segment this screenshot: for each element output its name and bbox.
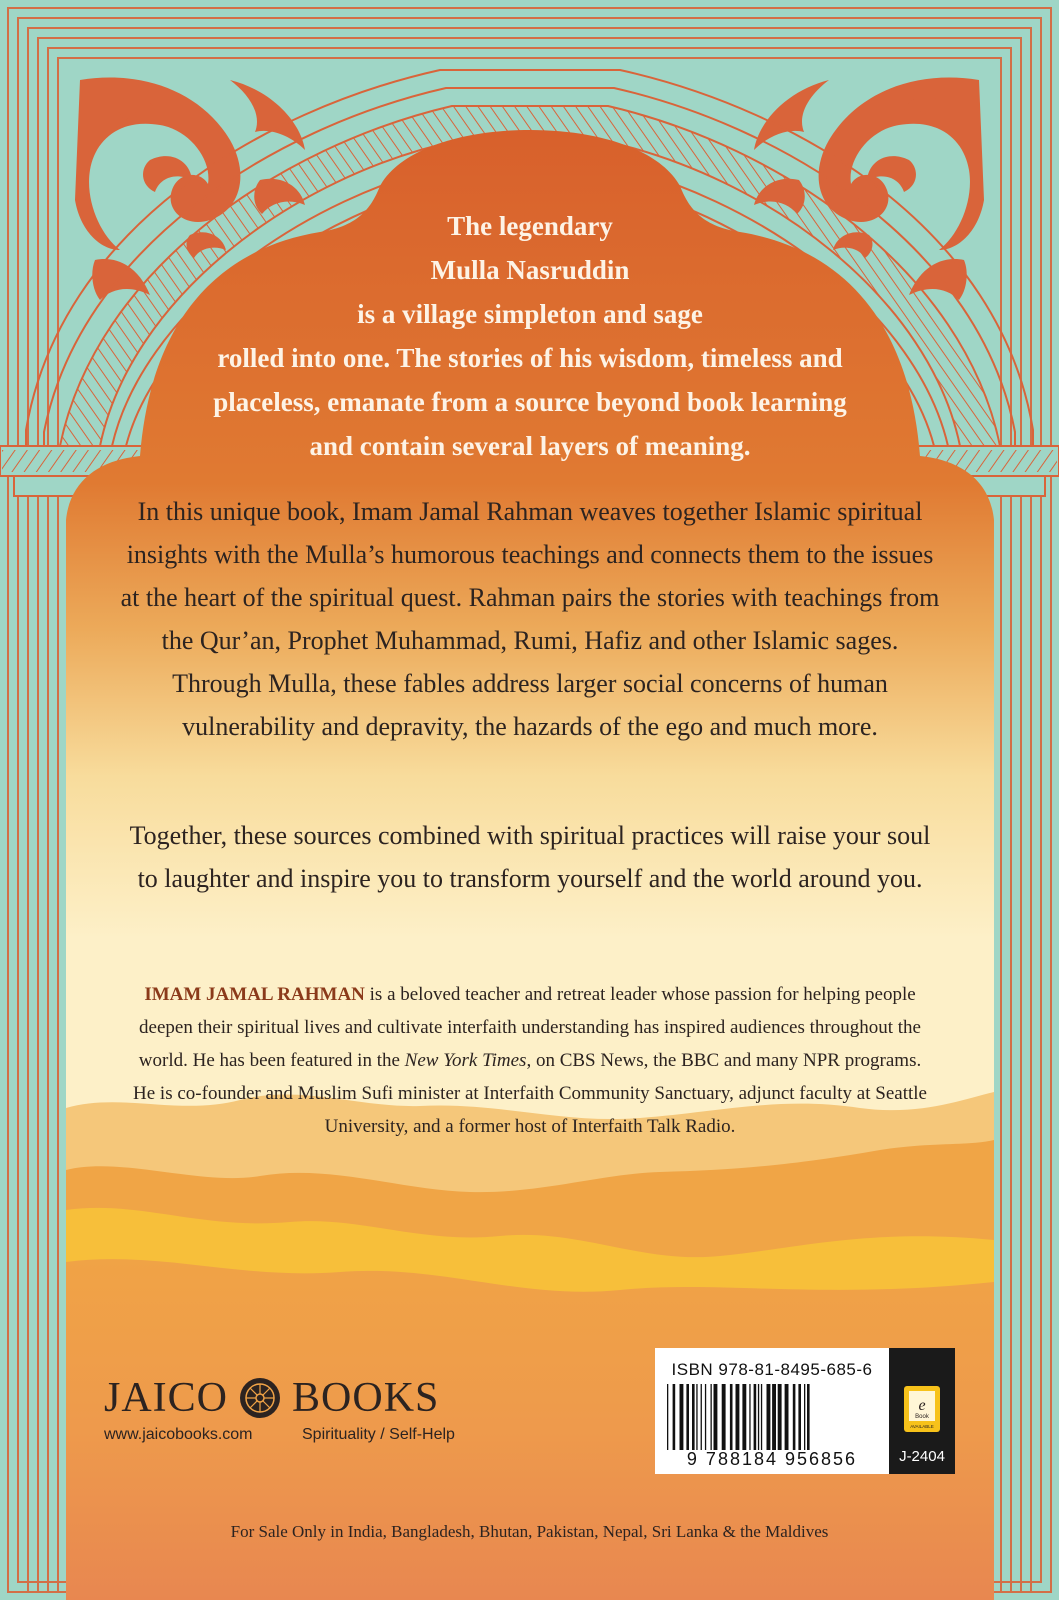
sale-territory-notice: For Sale Only in India, Bangladesh, Bhutan, Pakistan, Nepal, Sri Lanka & the Maldives — [230, 1522, 829, 1541]
description-paragraph-2: Together, these sources combined with spiritual practices will raise your soul to laughter and inspire you to transform yourself and the world around you. — [129, 821, 931, 893]
publisher-name-left: JAICO — [104, 1375, 229, 1421]
ebook-available-icon — [902, 1384, 942, 1434]
barcode-bar — [778, 1384, 782, 1450]
intro-paragraph — [150, 204, 910, 468]
barcode-bar — [793, 1384, 796, 1450]
barcode-bar — [804, 1384, 805, 1450]
barcode-bar — [761, 1384, 762, 1450]
barcode-bar — [758, 1384, 759, 1450]
barcode-bar — [785, 1384, 789, 1450]
chakra-wheel-icon — [238, 1376, 282, 1420]
publisher-website: www.jaicobooks.com — [104, 1426, 253, 1443]
product-code: J-2404 — [899, 1448, 945, 1465]
barcode-bar — [754, 1384, 757, 1450]
barcode-bar — [686, 1384, 689, 1450]
barcode-bar — [711, 1384, 712, 1450]
barcode-bar — [673, 1384, 676, 1450]
intro-line: rolled into one. The stories of his wisdom, timeless and — [217, 343, 843, 373]
author-bio — [130, 978, 930, 1143]
barcode-bar — [722, 1384, 726, 1450]
book-category: Spirituality / Self-Help — [302, 1426, 455, 1443]
ebook-label: Book — [915, 1414, 929, 1420]
barcode-bar — [767, 1384, 771, 1450]
barcode-bar — [798, 1384, 801, 1450]
barcode-bar — [667, 1384, 668, 1450]
barcode-bar — [749, 1384, 750, 1450]
barcode-bar — [680, 1384, 684, 1450]
description-paragraph-1: In this unique book, Imam Jamal Rahman weaves together Islamic spiritual insights with the Mulla’s humorous teachings and connects them to the issues at the heart of the spiritual quest. Rahman pairs the stories with teachings from the Qur’an, Prophet Muhammad, Rumi, Hafiz and other Islamic sages. Through Mulla, these fables address larger social concerns of human vulnerability and depravity, the hazards of the ego and much more. — [120, 497, 940, 741]
ebook-code-panel — [889, 1348, 955, 1474]
barcode-bars — [665, 1384, 879, 1450]
ebook-sublabel: AVAILABLE — [910, 1424, 934, 1429]
barcode-bar — [692, 1384, 695, 1450]
intro-line: is a village simpleton and sage — [357, 299, 703, 329]
barcode-bar — [705, 1384, 706, 1450]
intro-line: placeless, emanate from a source beyond book learning — [213, 387, 847, 417]
barcode-bar — [696, 1384, 697, 1450]
ebook-letter: e — [918, 1397, 926, 1414]
intro-line: The legendary — [447, 211, 613, 241]
publication-title: New York Times — [404, 1050, 527, 1071]
intro-line: and contain several layers of meaning. — [309, 431, 751, 461]
publisher-name-right: BOOKS — [292, 1375, 440, 1421]
isbn-barcode — [655, 1348, 889, 1474]
barcode-bar — [736, 1384, 740, 1450]
isbn-label: ISBN 978-81-8495-685-6 — [671, 1360, 873, 1379]
publisher-logo — [104, 1375, 439, 1421]
barcode-digits: 9 788184 956856 — [686, 1449, 858, 1469]
barcode-bar — [730, 1384, 733, 1450]
barcode-bar — [807, 1384, 810, 1450]
barcode-bar — [714, 1384, 718, 1450]
intro-line: Mulla Nasruddin — [430, 255, 630, 285]
barcode-bar — [772, 1384, 776, 1450]
bio-text: , on CBS News, the BBC and many NPR programs. He is co-founder and Muslim Sufi minister at Interfaith Community Sanctuary, adjunct faculty at Seattle University, and a former host of Interfaith Talk Radio. — [133, 1050, 927, 1137]
bio-text: is a beloved teacher and retreat leader whose passion for helping people deepen their spiritual lives and cultivate interfaith understanding has inspired audiences throughout the world. He has been featured in the — [138, 984, 921, 1071]
author-name: IMAM JAMAL RAHMAN — [144, 984, 365, 1005]
barcode-bar — [701, 1384, 702, 1450]
barcode-bar — [742, 1384, 746, 1450]
